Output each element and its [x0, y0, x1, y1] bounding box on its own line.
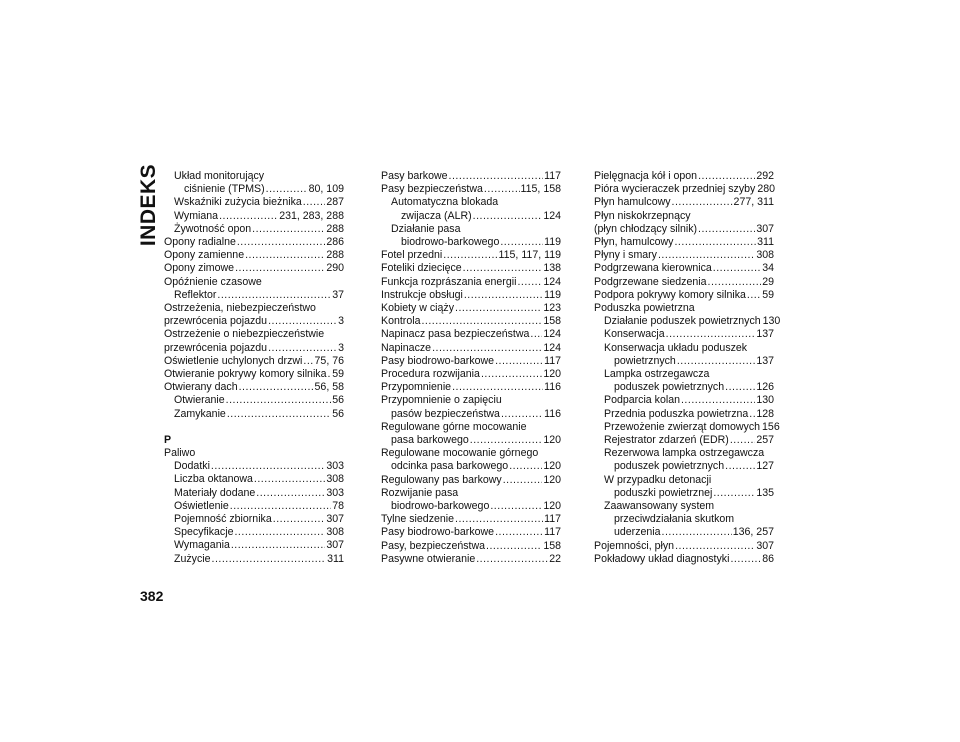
index-entry-term: Materiały dodane [174, 486, 256, 499]
index-entry-term: Napinacz pasa bezpieczeństwa [381, 328, 530, 341]
dot-leader [449, 170, 544, 183]
dot-leader [256, 487, 325, 500]
index-entry-pages: 288 [326, 222, 344, 235]
dot-leader [495, 355, 543, 368]
index-entry-pages: 116 [544, 381, 561, 394]
index-entry [164, 539, 344, 552]
index-entry-pages: 231, 283, 288 [279, 209, 344, 222]
index-entry-term: Dodatki [174, 460, 210, 473]
dot-leader [470, 434, 543, 447]
index-entry-term: Podgrzewana kierownica [594, 262, 712, 275]
index-entry [381, 249, 561, 262]
index-entry-pages: 117 [544, 513, 561, 526]
dot-leader [476, 553, 548, 566]
dot-leader [698, 170, 755, 183]
index-entry-term: uderzenia [614, 526, 661, 539]
index-entry [381, 170, 561, 183]
dot-leader [219, 210, 278, 223]
index-column-1 [164, 170, 344, 566]
index-entry [381, 513, 561, 526]
index-entry-term: Pojemności, płyn [594, 539, 675, 552]
index-entry-pages: 124 [543, 328, 561, 341]
index-letter-heading: P [164, 433, 172, 446]
index-entry-pages: 136, 257 [732, 526, 774, 539]
dot-leader [239, 381, 314, 394]
index-entry-heading: Opóźnienie czasowe [164, 275, 262, 288]
index-entry [594, 289, 774, 302]
index-entry-pages: 124 [543, 275, 561, 288]
index-entry-term: Regulowany pas barkowy [381, 473, 502, 486]
index-entry-term: Otwierany dach [164, 381, 238, 394]
index-entry-term: Oświetlenie [174, 499, 229, 512]
dot-leader [217, 289, 331, 302]
dot-leader [517, 276, 542, 289]
page-number: 382 [140, 588, 164, 604]
index-entry-term: pasa barkowego [391, 434, 469, 447]
index-entry-heading: Działanie pasa [391, 222, 461, 235]
dot-leader [273, 513, 326, 526]
index-entry-term: Przypomnienie [381, 381, 452, 394]
index-entry-pages: 308 [756, 249, 774, 262]
index-entry-heading: Regulowane mocowanie górnego [381, 447, 539, 460]
index-entry-pages: 124 [543, 341, 561, 354]
index-entry-heading: Rozwijanie pasa [381, 486, 459, 499]
index-entry-pages: 120 [543, 500, 561, 513]
index-entry-pages: 158 [543, 539, 561, 552]
index-entry-term: Fotel przedni [381, 249, 443, 262]
dot-leader [268, 315, 337, 328]
index-entry-term: Wymagania [174, 539, 230, 552]
index-entry [164, 513, 344, 526]
dot-leader [303, 196, 326, 209]
index-entry-term: Pióra wycieraczek przedniej szyby [594, 183, 756, 196]
index-entry-term: Reflektor [174, 288, 217, 301]
index-entry-term: Specyfikacje [174, 526, 234, 539]
index-entry-pages: 59 [762, 288, 774, 301]
index-entry-term: Wskaźniki zużycia bieżnika [174, 196, 302, 209]
index-entry-term: Wymiana [174, 209, 219, 222]
index-entry [164, 553, 344, 566]
index-entry-term: Oświetlenie uchylonych drzwi [164, 354, 303, 367]
index-entry-term: Kobiety w ciąży [381, 302, 455, 315]
index-entry [381, 276, 561, 289]
index-entry-heading: Lampka ostrzegawcza [604, 368, 710, 381]
index-entry-pages: 290 [326, 262, 344, 275]
index-entry-pages: 307 [326, 539, 344, 552]
index-entry-term: Przednia poduszka powietrzna [604, 407, 749, 420]
dot-leader [432, 342, 542, 355]
index-entry [594, 487, 774, 500]
index-entry [164, 487, 344, 500]
dot-leader [266, 183, 308, 196]
dot-leader [677, 355, 755, 368]
index-entry [594, 223, 774, 236]
dot-leader [674, 236, 756, 249]
index-entry [594, 196, 774, 209]
dot-leader [235, 262, 325, 275]
index-entry-pages: 277, 311 [733, 196, 774, 209]
dot-leader [252, 223, 325, 236]
index-entry-term: odcinka pasa barkowego [391, 460, 509, 473]
index-entry [164, 249, 344, 262]
index-entry-heading: Przypomnienie o zapięciu [381, 394, 502, 407]
index-entry-pages: 116 [544, 407, 561, 420]
index-entry-heading: W przypadku detonacji [604, 473, 712, 486]
dot-leader [484, 183, 520, 196]
index-entry [594, 434, 774, 447]
index-entry-term: Napinacze [381, 341, 432, 354]
index-entry-pages: 120 [543, 434, 561, 447]
index-entry-term: Pokładowy układ diagnostyki [594, 552, 730, 565]
index-entry-term: Płyn, hamulcowy [594, 236, 674, 249]
index-entry-pages: 311 [327, 552, 344, 565]
dot-leader [713, 487, 755, 500]
index-entry-term: Tylne siedzenie [381, 513, 455, 526]
dot-leader [490, 500, 542, 513]
index-entry-pages: 307 [756, 222, 774, 235]
dot-leader [501, 408, 543, 421]
index-entry-term: zwijacza (ALR) [401, 209, 472, 222]
index-entry [381, 210, 561, 223]
index-entry-heading: Poduszka powietrzna [594, 302, 695, 315]
index-entry [594, 328, 774, 341]
index-entry-pages: 3 [338, 341, 344, 354]
index-entry-term: Pojemność zbiornika [174, 513, 272, 526]
index-entry-pages: 135 [756, 486, 774, 499]
index-entry-pages: 138 [543, 262, 561, 275]
index-entry-pages: 280 [757, 183, 776, 196]
dot-leader [747, 289, 761, 302]
index-entry [164, 526, 344, 539]
index-entry [594, 460, 774, 473]
index-entry [164, 500, 344, 513]
index-entry-pages: 119 [544, 288, 561, 301]
index-entry-pages: 86 [762, 552, 774, 565]
index-entry-term: Działanie poduszek powietrznych [604, 315, 761, 328]
index-entry-term: Liczba oktanowa [174, 473, 253, 486]
index-entry [164, 368, 344, 381]
dot-leader [713, 262, 761, 275]
dot-leader [658, 249, 755, 262]
index-entry-term: przewrócenia pojazdu [164, 341, 268, 354]
dot-leader [268, 342, 337, 355]
index-entry-term: Pasywne otwieranie [381, 552, 476, 565]
index-entry-heading: Układ monitorujący [174, 170, 265, 182]
index-entry-pages: 137 [756, 328, 774, 341]
index-entry [594, 420, 780, 434]
index-entry-pages: 117 [544, 354, 561, 367]
index-entry-pages: 126 [756, 381, 774, 394]
index-entry-pages: 130 [762, 315, 781, 328]
dot-leader [725, 381, 755, 394]
index-entry-term: Zużycie [174, 552, 211, 565]
index-entry-term: powietrznych [614, 354, 676, 367]
index-entry [594, 408, 774, 421]
index-entry-pages: 117 [544, 526, 561, 539]
index-entry-pages: 156 [762, 420, 780, 433]
index-entry [164, 381, 344, 394]
index-entry [164, 262, 344, 275]
index-entry-term: poduszki powietrznej [614, 486, 713, 499]
index-entry-term: Procedura rozwijania [381, 368, 480, 381]
dot-leader [666, 328, 756, 341]
index-entry-pages: 59 [332, 368, 344, 381]
index-entry [164, 315, 344, 328]
index-entry-pages: 22 [549, 552, 561, 565]
index-entry-pages: 37 [332, 288, 344, 301]
index-entry-pages: 130 [756, 394, 774, 407]
index-entry-heading: Automatyczna blokada [391, 196, 499, 209]
index-entry-pages: 120 [543, 368, 561, 381]
index-entry-term: Opony zamienne [164, 249, 245, 262]
index-entry-term: Otwieranie pokrywy komory silnika [164, 368, 327, 381]
index-entry-term: (płyn chłodzący silnik) [594, 222, 698, 235]
index-entry [594, 276, 774, 289]
index-entry [594, 526, 774, 539]
dot-leader [698, 223, 755, 236]
index-entry-pages: 308 [326, 526, 344, 539]
index-entry [381, 328, 561, 341]
index-entry-pages: 158 [543, 315, 561, 328]
dot-leader [725, 460, 755, 473]
index-entry-pages: 75, 76 [314, 354, 344, 367]
index-entry [381, 262, 561, 275]
index-entry [594, 381, 774, 394]
index-entry-pages: 311 [757, 236, 774, 249]
dot-leader [530, 328, 542, 341]
dot-leader [672, 196, 733, 209]
index-entry [164, 196, 344, 209]
index-entry-term: biodrowo-barkowego [391, 500, 490, 513]
index-entry-term: Przewożenie zwierząt domowych [604, 420, 761, 433]
index-entry [594, 183, 774, 196]
index-entry-pages: 123 [543, 302, 561, 315]
dot-leader [662, 526, 732, 539]
dot-leader [455, 513, 543, 526]
index-entry-heading: Ostrzeżenia, niebezpieczeństwo [164, 302, 316, 315]
index-entry-heading: Paliwo [164, 447, 196, 460]
index-entry-term: poduszek powietrznych [614, 381, 725, 394]
index-entry-heading: Ostrzeżenie o niebezpieczeństwie [164, 328, 325, 341]
index-entry [381, 342, 561, 355]
index-entry [594, 249, 774, 262]
index-entry [164, 408, 344, 421]
index-entry [381, 500, 561, 513]
index-entry-term: Opony radialne [164, 236, 236, 249]
index-entry [594, 315, 781, 328]
index-entry [381, 460, 561, 473]
index-entry-term: Pasy bezpieczeństwa [381, 183, 483, 196]
index-entry-pages: 56 [332, 407, 344, 420]
dot-leader [455, 302, 542, 315]
index-entry-term: Podgrzewane siedzenia [594, 275, 707, 288]
index-entry [381, 526, 561, 539]
index-entry-pages: 115, 158 [520, 183, 561, 196]
dot-leader [211, 460, 325, 473]
index-entry-pages: 80, 109 [308, 183, 344, 196]
index-entry [381, 434, 561, 447]
index-entry-pages: 119 [544, 236, 561, 249]
index-entry-term: Kontrola [381, 315, 421, 328]
index-entry-pages: 137 [756, 354, 774, 367]
index-entry-pages: 124 [543, 209, 561, 222]
index-entry-pages: 257 [756, 434, 774, 447]
index-entry-term: poduszek powietrznych [614, 460, 725, 473]
index-entry-term: przewrócenia pojazdu [164, 315, 268, 328]
dot-leader [473, 210, 543, 223]
index-entry [594, 236, 774, 249]
index-entry-term: Konserwacja [604, 328, 665, 341]
dot-leader [452, 381, 543, 394]
index-column-2 [381, 170, 561, 566]
dot-leader [421, 315, 542, 328]
index-entry [381, 315, 561, 328]
index-entry-term: Opony zimowe [164, 262, 235, 275]
dot-leader [237, 236, 325, 249]
index-entry [381, 368, 561, 381]
index-entry-pages: 307 [326, 513, 344, 526]
index-entry-term: Pasy biodrowo-barkowe [381, 526, 495, 539]
index-entry-heading: Konserwacja układu poduszek [604, 341, 748, 354]
index-entry-pages: 120 [543, 473, 561, 486]
index-column-3 [594, 170, 781, 566]
index-entry-term: Podpora pokrywy komory silnika [594, 288, 746, 301]
index-entry [381, 474, 561, 487]
index-entry-term: Pielęgnacja kół i opon [594, 170, 698, 182]
index-entry [381, 302, 561, 315]
dot-leader [675, 540, 755, 553]
index-entry [381, 381, 561, 394]
dot-leader [749, 408, 755, 421]
dot-leader [254, 473, 325, 486]
index-entry-term: Zamykanie [174, 407, 226, 420]
index-entry-pages: 3 [338, 315, 344, 328]
index-entry-pages: 292 [756, 170, 774, 182]
dot-leader [708, 276, 762, 289]
index-entry [381, 540, 561, 553]
dot-leader [503, 474, 543, 487]
index-entry [164, 210, 344, 223]
index-entry-term: Rejestrator zdarzeń (EDR) [604, 434, 729, 447]
dot-leader [730, 553, 761, 566]
index-entry-pages: 56, 58 [314, 381, 344, 394]
index-entry-pages: 120 [543, 460, 561, 473]
index-entry-pages: 128 [756, 407, 774, 420]
index-entry-pages: 307 [756, 539, 774, 552]
index-entry-pages: 303 [326, 486, 344, 499]
index-entry-term: Pasy, bezpieczeństwa [381, 539, 486, 552]
dot-leader [226, 394, 332, 407]
dot-leader [230, 500, 331, 513]
index-entry-pages: 56 [332, 394, 344, 407]
index-entry-term: Płyny i smary [594, 249, 657, 262]
dot-leader [212, 553, 327, 566]
index-entry-pages: 78 [332, 499, 344, 512]
index-entry-heading: Zaawansowany system [604, 500, 715, 513]
index-entry [381, 355, 561, 368]
index-entry [594, 553, 774, 566]
dot-leader [303, 355, 313, 368]
index-entry [164, 289, 344, 302]
index-entry-pages: 117 [544, 170, 561, 182]
dot-leader [231, 539, 325, 552]
dot-leader [495, 526, 543, 539]
index-entry-pages: 34 [762, 262, 774, 275]
index-entry-term: Żywotność opon [174, 222, 252, 235]
index-entry-pages: 29 [762, 275, 774, 288]
dot-leader [481, 368, 542, 381]
index-entry-heading: przeciwdziałania skutkom [614, 513, 735, 526]
index-entry-pages: 287 [326, 196, 344, 209]
dot-leader [681, 394, 755, 407]
index-entry-term: pasów bezpieczeństwa [391, 407, 500, 420]
index-entry [381, 408, 561, 421]
index-entry [594, 170, 774, 183]
index-entry [381, 183, 561, 196]
index-entry [164, 183, 344, 196]
dot-leader [234, 526, 325, 539]
index-entry-term: ciśnienie (TPMS) [184, 183, 265, 196]
dot-leader [464, 289, 543, 302]
dot-leader [463, 262, 543, 275]
section-title-text: INDEKS [137, 163, 161, 247]
index-entry [164, 342, 344, 355]
index-entry-term: Pasy biodrowo-barkowe [381, 354, 495, 367]
index-entry [164, 460, 344, 473]
index-entry [594, 262, 774, 275]
index-entry-term: Pasy barkowe [381, 170, 448, 182]
dot-leader [328, 368, 332, 381]
index-entry-term: Płyn hamulcowy [594, 196, 671, 209]
index-entry-term: biodrowo-barkowego [401, 236, 500, 249]
dot-leader [245, 249, 325, 262]
index-entry-pages: 303 [326, 460, 344, 473]
index-entry [164, 394, 344, 407]
index-entry [594, 355, 774, 368]
index-entry-pages: 288 [326, 249, 344, 262]
index-entry [381, 289, 561, 302]
index-entry [381, 553, 561, 566]
index-entry-term: Otwieranie [174, 394, 225, 407]
dot-leader [730, 434, 756, 447]
dot-leader [509, 460, 542, 473]
index-entry-heading: Płyn niskokrzepnący [594, 209, 691, 222]
index-entry [164, 355, 344, 368]
index-entry [164, 236, 344, 249]
index-entry-pages: 286 [326, 236, 344, 249]
index-entry-pages: 308 [326, 473, 344, 486]
index-entry [164, 473, 344, 486]
index-entry-pages: 115, 117, 119 [498, 249, 561, 262]
index-entry-term: Foteliki dziecięce [381, 262, 462, 275]
index-entry-term: Instrukcje obsługi [381, 288, 463, 301]
dot-leader [227, 408, 331, 421]
index-entry-heading: Regulowane górne mocowanie [381, 420, 527, 433]
dot-leader [443, 249, 497, 262]
index-entry-term: Podparcia kolan [604, 394, 680, 407]
dot-leader [500, 236, 543, 249]
dot-leader [486, 540, 542, 553]
index-entry [594, 540, 774, 553]
section-title-vertical [136, 165, 162, 245]
index-entry [381, 236, 561, 249]
index-entry [164, 223, 344, 236]
index-entry [594, 394, 774, 407]
index-entry-term: Funkcja rozprászania energii [381, 275, 517, 288]
index-entry-heading: Rezerwowa lampka ostrzegawcza [604, 447, 765, 460]
index-entry-pages: 127 [756, 460, 774, 473]
